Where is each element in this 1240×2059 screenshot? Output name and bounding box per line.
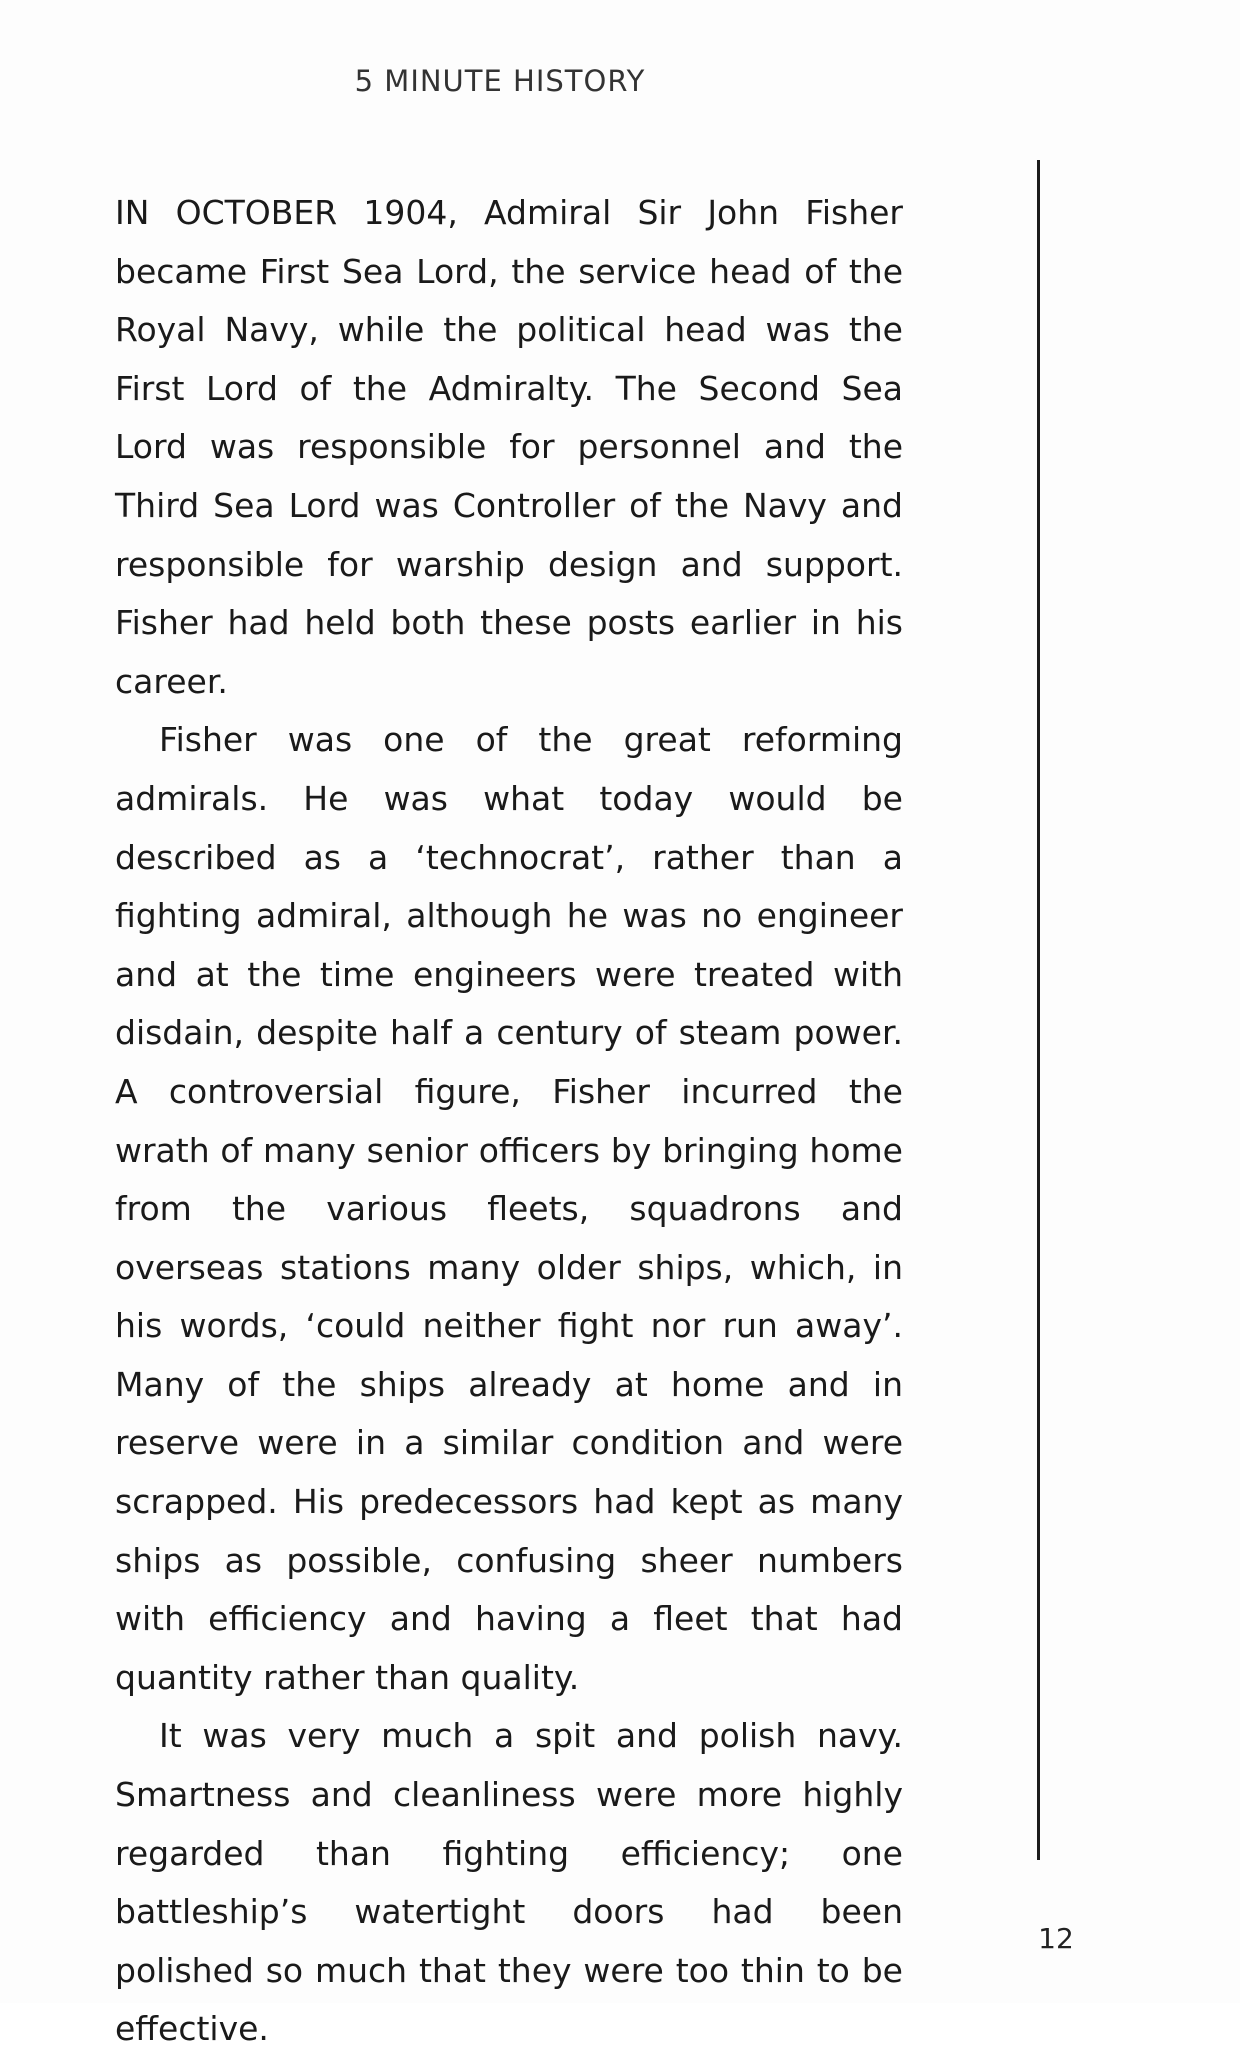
paragraph-1: IN OCTOBER 1904, Admiral Sir John Fisher became First Sea Lord, the service head of the Royal Navy, while the political head was the First Lord of the Admiralty. The Second Sea Lord was responsible for personnel and the Third Sea Lord was Controller of the Navy and responsible for warship design and support. Fisher had held both these posts earlier in his career. <box>115 193 903 701</box>
body-text <box>115 184 903 2059</box>
margin-rule <box>1037 160 1040 1860</box>
paragraph-3: It was very much a spit and polish navy. Smartness and cleanliness were more highly regarded than fighting efficiency; one battleship’s watertight doors had been polished so much that they were too thin to be effective. <box>115 1716 903 2049</box>
paragraph-2: Fisher was one of the great reforming admirals. He was what today would be described as a ‘technocrat’, rather than a fighting admiral, although he was no engineer and at the time engineers were treated with disdain, despite half a century of steam power. A controversial figure, Fisher incurred the wrath of many senior officers by bringing home from the various fleets, squadrons and overseas stations many older ships, which, in his words, ‘could neither fight nor run away’. Many of the ships already at home and in reserve were in a similar condition and were scrapped. His predecessors had kept as many ships as possible, confusing sheer numbers with efficiency and having a fleet that had quantity rather than quality. <box>115 720 903 1697</box>
page-number: 12 <box>1038 1922 1074 1955</box>
running-header: 5 MINUTE HISTORY <box>354 64 646 98</box>
